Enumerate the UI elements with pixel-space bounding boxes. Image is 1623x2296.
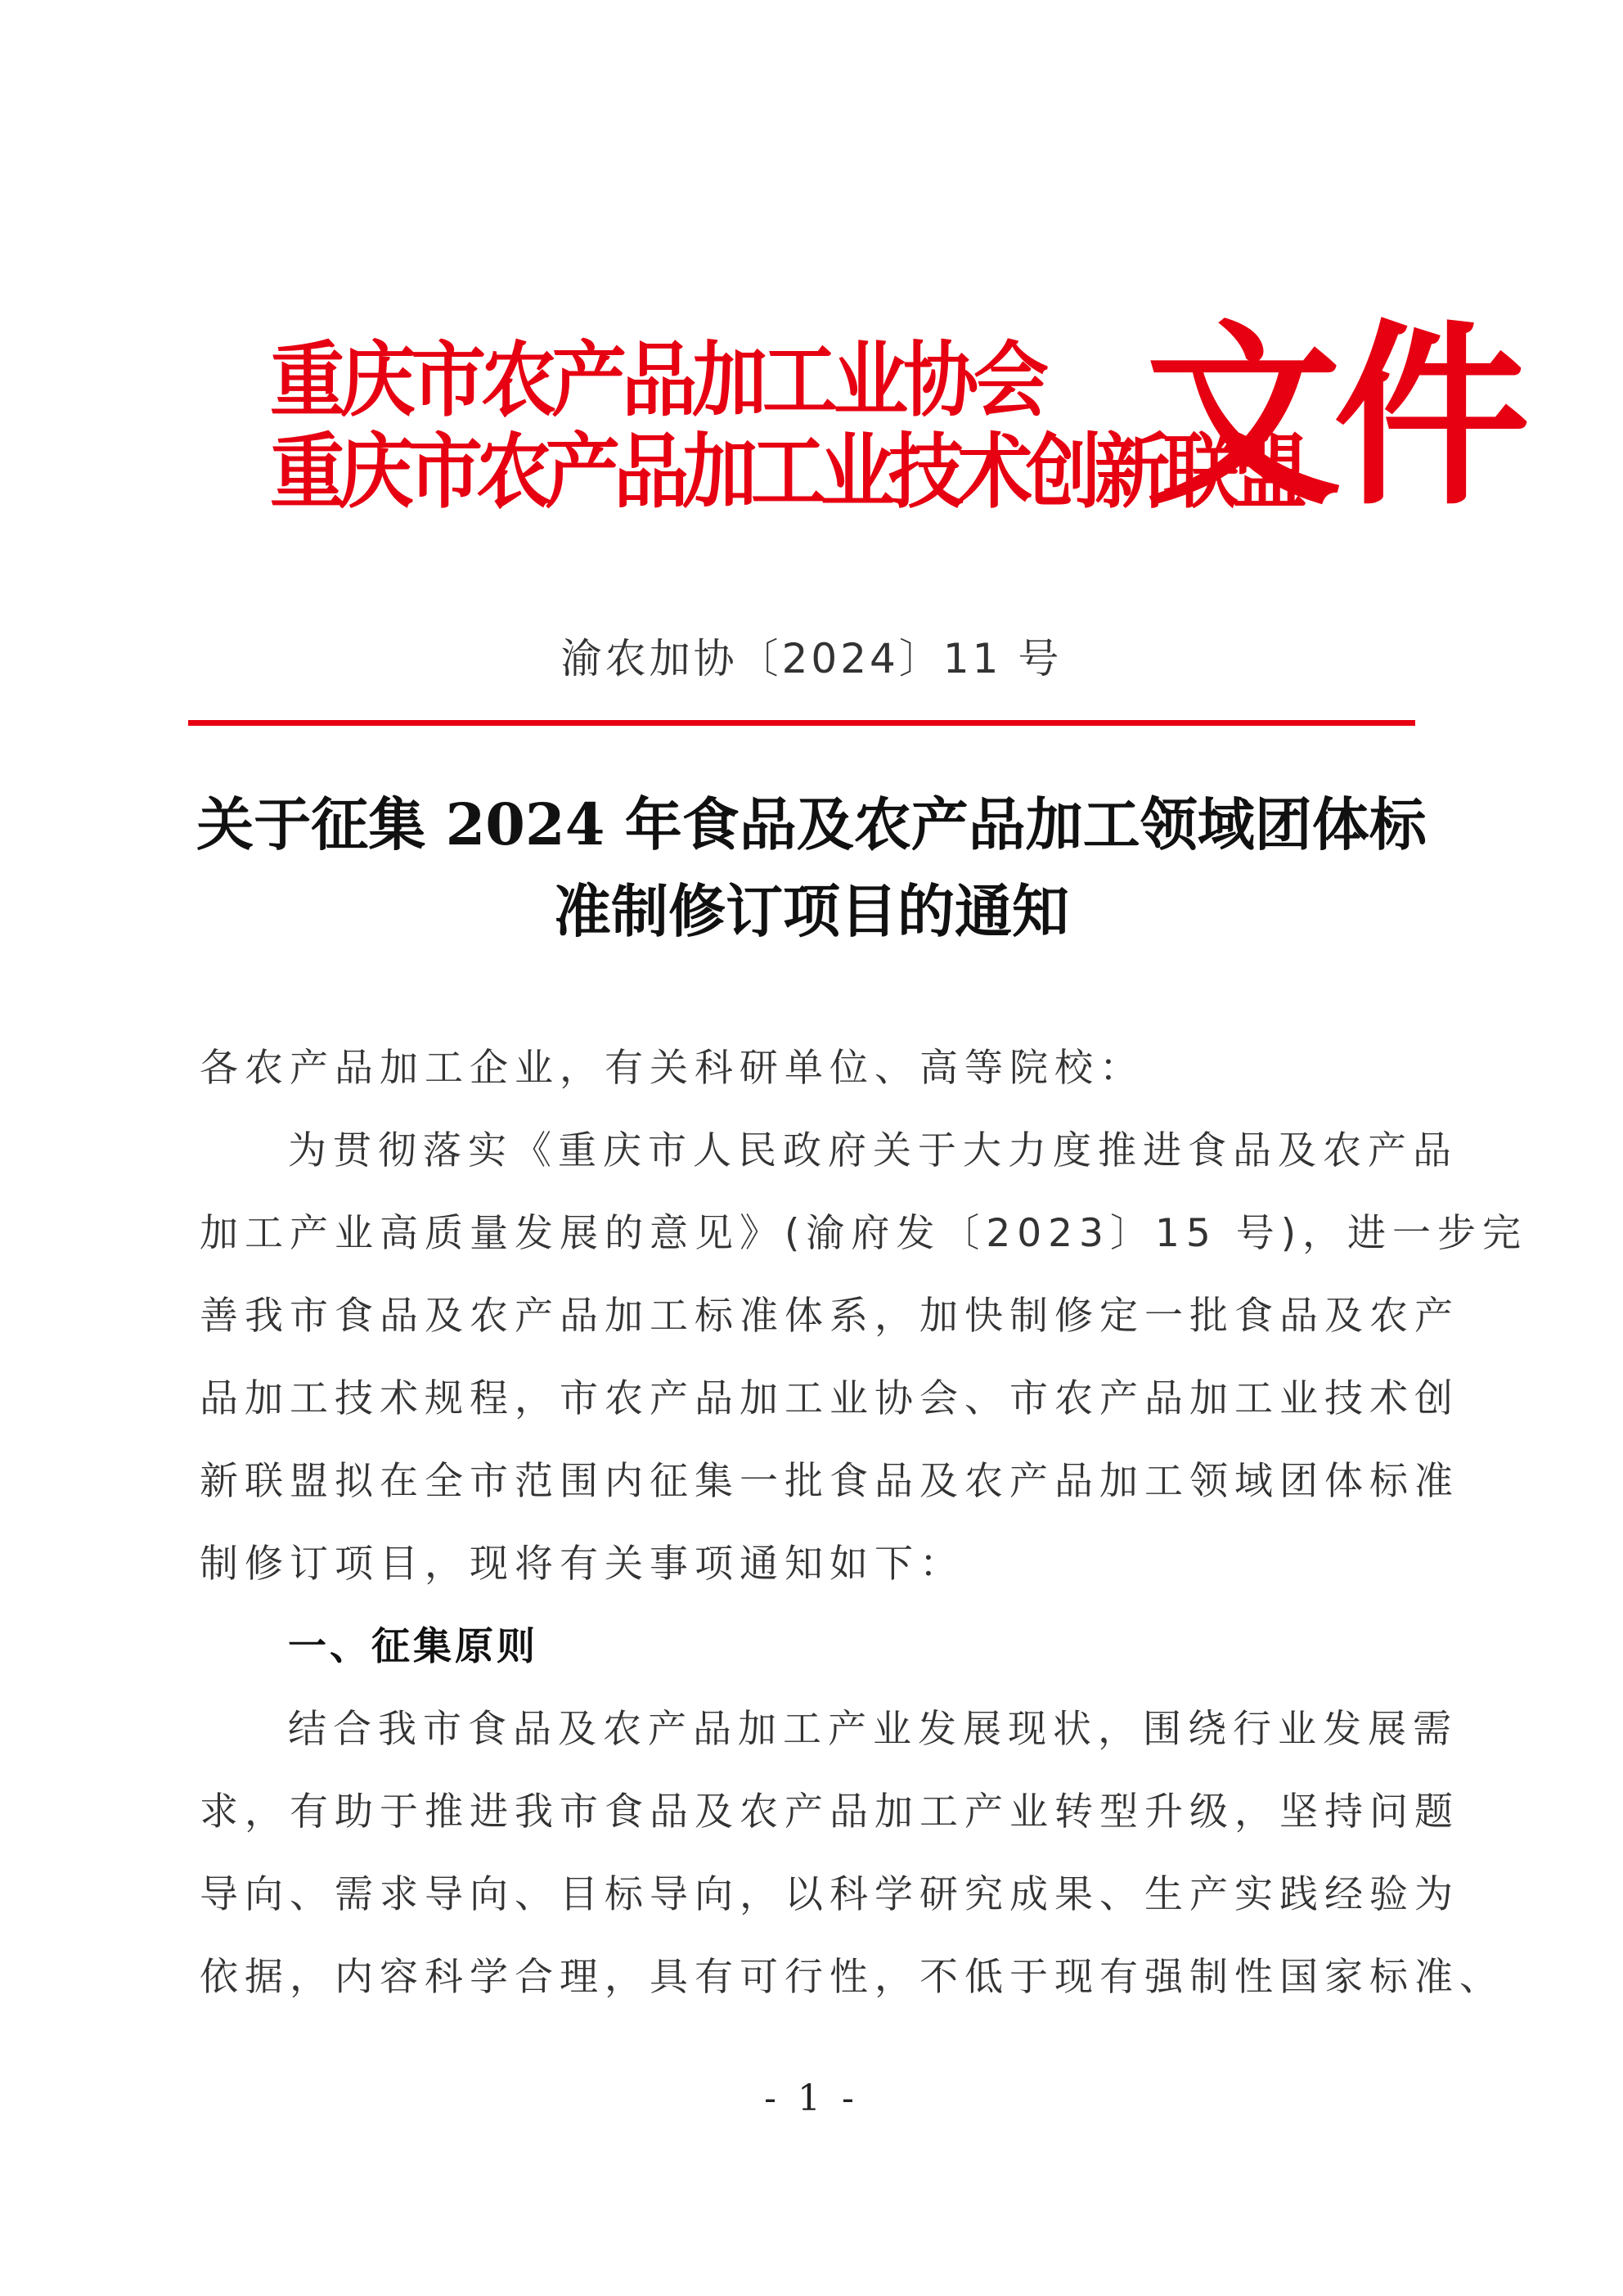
page-number: - 1 -	[764, 2078, 859, 2119]
paragraph-line: 善我市食品及农产品加工标准体系，加快制修定一批食品及农产	[200, 1294, 1459, 1339]
document-type-label: 文件	[1145, 303, 1522, 532]
paragraph-line: 为贯彻落实《重庆市人民政府关于大力度推进食品及农产品	[288, 1128, 1458, 1173]
salutation: 各农产品加工企业，有关科研单位、高等院校：	[200, 1046, 1144, 1091]
paragraph-line: 求，有助于推进我市食品及农产品加工产业转型升级，坚持问题	[200, 1790, 1459, 1835]
org-name-association: 重庆市农产品加工业协会	[270, 332, 1045, 428]
paragraph-line: 制修订项目，现将有关事项通知如下：	[200, 1542, 964, 1587]
document-title	[164, 781, 1459, 955]
issuing-organizations	[270, 331, 1302, 520]
paragraph-line: 新联盟拟在全市范围内征集一批食品及农产品加工领域团体标准	[200, 1459, 1459, 1504]
org-name-alliance: 重庆市农产品加工业技术创新联盟	[270, 424, 1302, 520]
paragraph-line: 加工产业高质量发展的意见》(渝府发〔2023〕15 号)，进一步完	[200, 1211, 1528, 1256]
paragraph-line: 结合我市食品及农产品加工产业发展现状，围绕行业发展需	[288, 1707, 1458, 1752]
paragraph-line: 导向、需求导向、目标导向，以科学研究成果、生产实践经验为	[200, 1872, 1459, 1917]
document-number: 渝农加协〔2024〕11 号	[560, 635, 1063, 682]
document-body	[200, 1027, 1528, 2019]
document-header	[254, 295, 1522, 548]
section-heading: 一、征集原则	[288, 1624, 538, 1669]
header-divider	[188, 720, 1415, 726]
paragraph-line: 品加工技术规程，市农产品加工业协会、市农产品加工业技术创	[200, 1376, 1459, 1421]
title-line: 关于征集 2024 年食品及农产品加工领域团体标	[196, 790, 1427, 858]
title-line: 准制修订项目的通知	[554, 877, 1069, 945]
paragraph-line: 依据，内容科学合理，具有可行性，不低于现有强制性国家标准、	[200, 1955, 1504, 2000]
